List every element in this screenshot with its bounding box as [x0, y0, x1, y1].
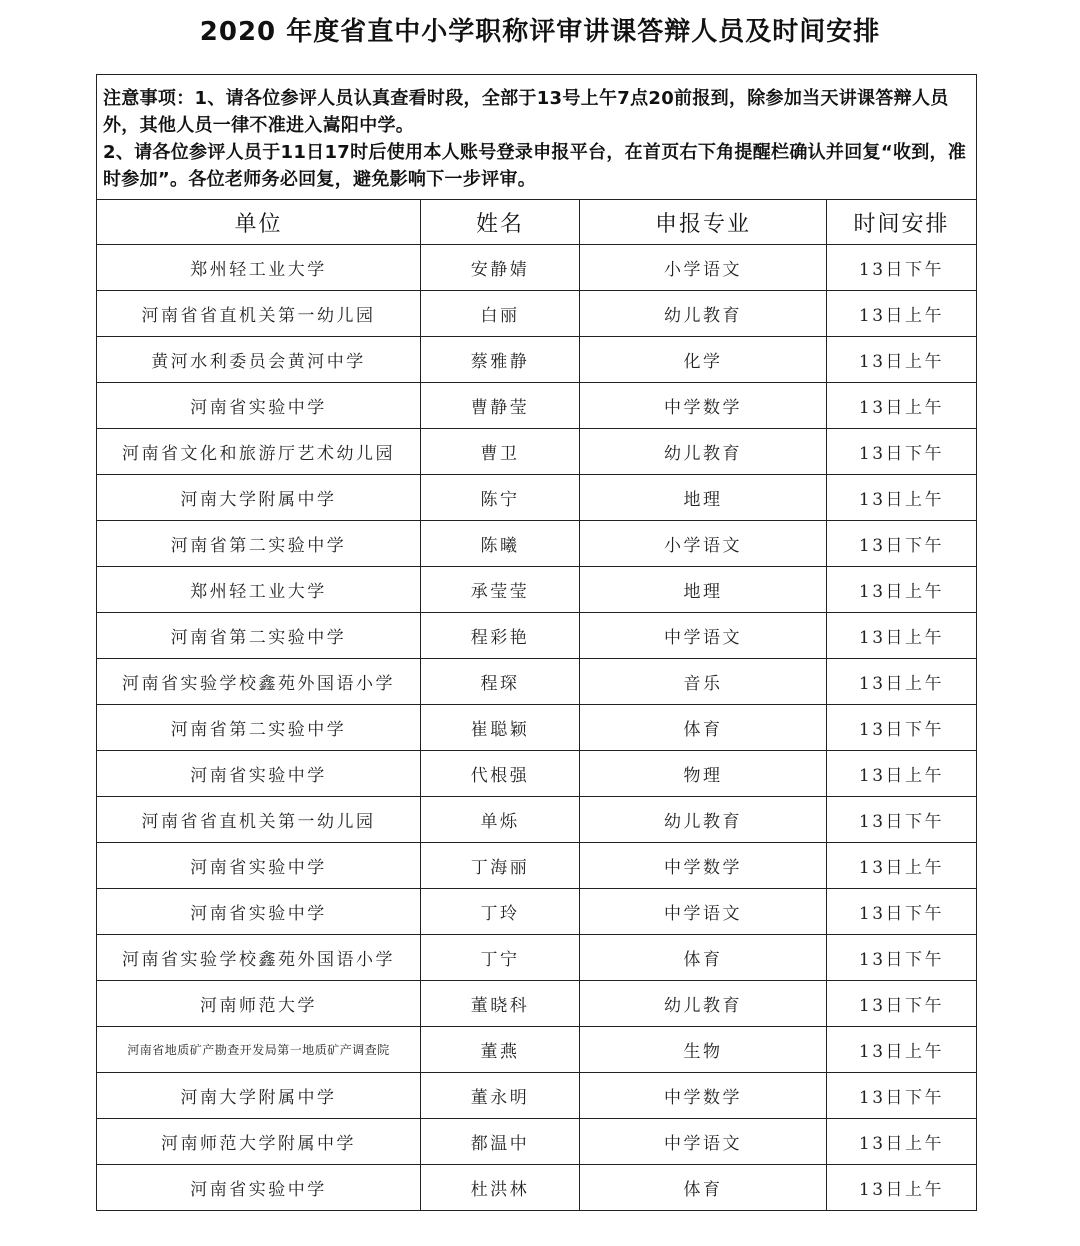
cell-unit: 河南省实验学校鑫苑外国语小学: [97, 935, 421, 981]
notice-label: 注意事项：: [103, 88, 195, 109]
table-row: [97, 1027, 977, 1073]
table-row: [97, 843, 977, 889]
page-title: 2020 年度省直中小学职称评审讲课答辩人员及时间安排: [199, 17, 881, 47]
cell-major: 中学数学: [580, 1073, 827, 1119]
cell-major: 中学语文: [580, 1119, 827, 1165]
cell-major: 幼儿教育: [580, 797, 827, 843]
table-row: [97, 659, 977, 705]
cell-unit: 河南省第二实验中学: [97, 705, 421, 751]
cell-unit: 河南师范大学: [97, 981, 421, 1027]
table-row: [97, 475, 977, 521]
cell-name: 杜洪林: [421, 1165, 580, 1211]
cell-major: 中学数学: [580, 843, 827, 889]
cell-unit: 河南省实验中学: [97, 889, 421, 935]
cell-unit: 河南省第二实验中学: [97, 521, 421, 567]
cell-name: 董晓科: [421, 981, 580, 1027]
cell-name: 崔聪颖: [421, 705, 580, 751]
cell-major: 幼儿教育: [580, 981, 827, 1027]
table-row: [97, 613, 977, 659]
cell-name: 白丽: [421, 291, 580, 337]
cell-unit: 河南省实验中学: [97, 1165, 421, 1211]
cell-unit: 河南省省直机关第一幼儿园: [97, 797, 421, 843]
cell-unit: 河南大学附属中学: [97, 1073, 421, 1119]
cell-time: 13日上午: [827, 567, 977, 613]
cell-unit: 河南省文化和旅游厅艺术幼儿园: [97, 429, 421, 475]
cell-major: 中学语文: [580, 613, 827, 659]
cell-time: 13日上午: [827, 1165, 977, 1211]
cell-major: 生物: [580, 1027, 827, 1073]
cell-unit: 河南大学附属中学: [97, 475, 421, 521]
cell-time: 13日下午: [827, 797, 977, 843]
cell-time: 13日下午: [827, 521, 977, 567]
cell-time: 13日下午: [827, 1073, 977, 1119]
cell-time: 13日下午: [827, 935, 977, 981]
cell-time: 13日上午: [827, 291, 977, 337]
header-major: 申报专业: [580, 200, 827, 245]
cell-unit: 河南省实验中学: [97, 383, 421, 429]
cell-name: 曹卫: [421, 429, 580, 475]
header-unit: 单位: [97, 200, 421, 245]
cell-major: 小学语文: [580, 521, 827, 567]
cell-unit: 郑州轻工业大学: [97, 567, 421, 613]
cell-name: 安静婧: [421, 245, 580, 291]
table-row: [97, 291, 977, 337]
cell-major: 地理: [580, 567, 827, 613]
notice-row: [97, 75, 977, 200]
table-row: [97, 935, 977, 981]
cell-major: 中学语文: [580, 889, 827, 935]
cell-name: 陈宁: [421, 475, 580, 521]
notice-box: [97, 75, 977, 200]
cell-unit: 河南省实验学校鑫苑外国语小学: [97, 659, 421, 705]
table-row: [97, 751, 977, 797]
cell-name: 丁海丽: [421, 843, 580, 889]
table-row: [97, 981, 977, 1027]
cell-name: 董燕: [421, 1027, 580, 1073]
cell-major: 音乐: [580, 659, 827, 705]
cell-name: 单烁: [421, 797, 580, 843]
cell-time: 13日上午: [827, 613, 977, 659]
cell-major: 中学数学: [580, 383, 827, 429]
cell-name: 承莹莹: [421, 567, 580, 613]
cell-major: 幼儿教育: [580, 429, 827, 475]
cell-time: 13日下午: [827, 705, 977, 751]
cell-unit: 河南省省直机关第一幼儿园: [97, 291, 421, 337]
cell-time: 13日下午: [827, 245, 977, 291]
cell-time: 13日下午: [827, 429, 977, 475]
cell-time: 13日上午: [827, 751, 977, 797]
cell-unit: 郑州轻工业大学: [97, 245, 421, 291]
table-row: [97, 521, 977, 567]
header-time: 时间安排: [827, 200, 977, 245]
table-row: [97, 1119, 977, 1165]
cell-time: 13日上午: [827, 843, 977, 889]
cell-name: 丁玲: [421, 889, 580, 935]
cell-unit: 河南师范大学附属中学: [97, 1119, 421, 1165]
cell-time: 13日上午: [827, 337, 977, 383]
cell-major: 幼儿教育: [580, 291, 827, 337]
cell-name: 程彩艳: [421, 613, 580, 659]
cell-unit: 河南省地质矿产勘查开发局第一地质矿产调查院: [97, 1027, 421, 1073]
cell-major: 地理: [580, 475, 827, 521]
notice-line-1: 1、请各位参评人员认真查看时段，全部于13号上午7点20前报到，除参加当天讲课答辩人员外，其他人员一律不准进入嵩阳中学。: [103, 88, 949, 136]
cell-time: 13日上午: [827, 1119, 977, 1165]
cell-time: 13日下午: [827, 981, 977, 1027]
table-row: [97, 245, 977, 291]
cell-major: 物理: [580, 751, 827, 797]
table-row: [97, 567, 977, 613]
cell-major: 化学: [580, 337, 827, 383]
cell-name: 都温中: [421, 1119, 580, 1165]
cell-time: 13日上午: [827, 383, 977, 429]
cell-name: 陈曦: [421, 521, 580, 567]
table-body: [97, 75, 977, 1211]
table-row: [97, 1165, 977, 1211]
cell-time: 13日上午: [827, 1027, 977, 1073]
cell-name: 程琛: [421, 659, 580, 705]
cell-name: 代根强: [421, 751, 580, 797]
table-row: [97, 797, 977, 843]
cell-time: 13日上午: [827, 475, 977, 521]
cell-name: 蔡雅静: [421, 337, 580, 383]
table-row: [97, 383, 977, 429]
cell-unit: 河南省实验中学: [97, 843, 421, 889]
cell-unit: 河南省实验中学: [97, 751, 421, 797]
cell-major: 体育: [580, 705, 827, 751]
cell-time: 13日下午: [827, 889, 977, 935]
header-name: 姓名: [421, 200, 580, 245]
table-row: [97, 429, 977, 475]
cell-major: 体育: [580, 935, 827, 981]
schedule-table: [96, 74, 977, 1211]
cell-major: 小学语文: [580, 245, 827, 291]
table-row: [97, 705, 977, 751]
table-row: [97, 1073, 977, 1119]
header-row: [97, 200, 977, 245]
cell-unit: 河南省第二实验中学: [97, 613, 421, 659]
cell-name: 董永明: [421, 1073, 580, 1119]
cell-name: 丁宁: [421, 935, 580, 981]
cell-name: 曹静莹: [421, 383, 580, 429]
table-row: [97, 889, 977, 935]
cell-time: 13日上午: [827, 659, 977, 705]
cell-major: 体育: [580, 1165, 827, 1211]
notice-line-2: 2、请各位参评人员于11日17时后使用本人账号登录申报平台，在首页右下角提醒栏确认并回复“收到，准时参加”。各位老师务必回复，避免影响下一步评审。: [103, 142, 967, 190]
table-row: [97, 337, 977, 383]
cell-unit: 黄河水利委员会黄河中学: [97, 337, 421, 383]
